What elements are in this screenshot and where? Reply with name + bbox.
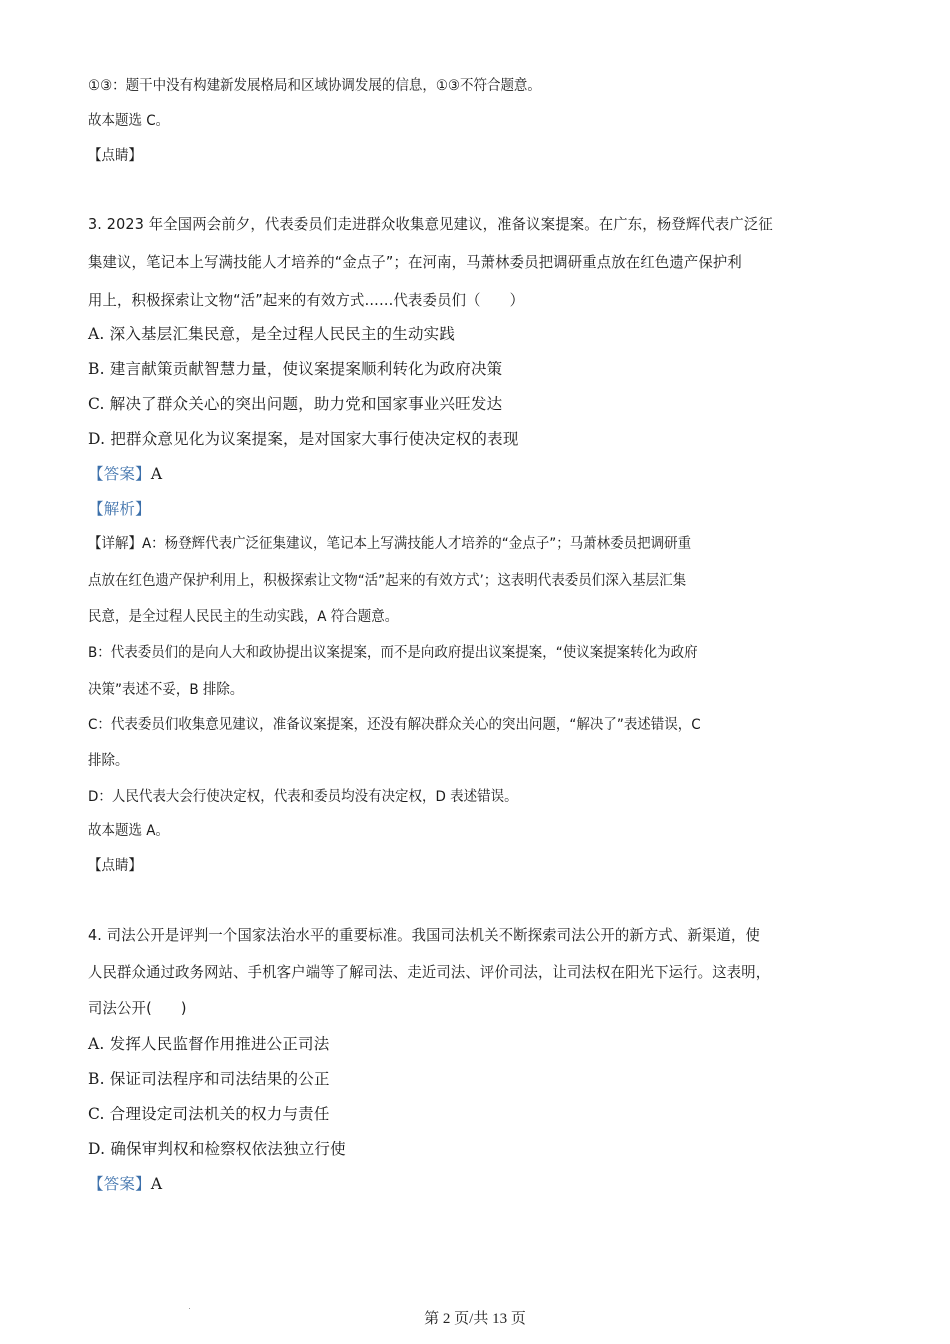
q3-option-a: A. 深入基层汇集民意，是全过程人民民主的生动实践 [88,325,456,343]
q3-dianjing-label: 【点睛】 [88,858,142,874]
q4-option-b: B. 保证司法程序和司法结果的公正 [88,1070,330,1088]
q3-detail-label: 【详解】 [88,536,142,552]
q3-stem-line-1: 3. 2023 年全国两会前夕，代表委员们走进群众收集意见建议，准备议案提案。在广东，杨登辉代表广泛征 [88,215,773,233]
q4-option-c: C. 合理设定司法机关的权力与责任 [88,1105,330,1123]
q3-detail-line-8: D：人民代表大会行使决定权，代表和委员均没有决定权，D 表述错误。 [88,789,518,805]
prev-conclusion: 故本题选 C。 [88,113,170,129]
q3-detail-line-6: C：代表委员们收集意见建议，准备议案提案，还没有解决群众关心的突出问题，“解决了”表述错误，C [88,717,701,733]
q4-answer-label: 【答案】 [88,1175,151,1193]
q4-option-d: D. 确保审判权和检察权依法独立行使 [88,1140,346,1158]
q3-detail-text-1: A：杨登辉代表广泛征集建议，笔记本上写满技能人才培养的“金点子”；马萧林委员把调研重 [141,536,692,552]
q3-conclusion: 故本题选 A。 [88,823,169,839]
q3-detail-line-1 [88,534,691,554]
q3-answer-row [88,464,162,484]
q4-option-a: A. 发挥人民监督作用推进公正司法 [88,1035,330,1053]
q3-stem-line-2: 集建议，笔记本上写满技能人才培养的“金点子”；在河南，马萧林委员把调研重点放在红色遗产保护利 [88,253,742,271]
q3-stem-line-3: 用上，积极探索让文物“活”起来的有效方式……代表委员们（ ） [88,291,525,309]
q3-detail-line-7: 排除。 [88,753,129,769]
q3-detail-line-5: 决策”表述不妥，B 排除。 [88,682,244,698]
q4-stem-line-2: 人民群众通过政务网站、手机客户端等了解司法、走近司法、评价司法，让司法权在阳光下运行。这表明， [88,963,771,981]
q3-option-c: C. 解决了群众关心的突出问题，助力党和国家事业兴旺发达 [88,395,503,413]
q3-detail-line-3: 民意，是全过程人民民主的生动实践，A 符合题意。 [88,609,399,625]
q3-option-b: B. 建言献策贡献智慧力量，使议案提案顺利转化为政府决策 [88,360,503,378]
page-indicator: 第 2 页/共 13 页 [424,1311,526,1327]
q3-answer-label: 【答案】 [88,465,151,483]
prev-dianjing-label: 【点睛】 [88,148,142,164]
q3-answer-value: A [150,465,163,483]
q4-stem-line-3: 司法公开( ) [88,999,187,1017]
q3-analysis-label: 【解析】 [88,500,151,518]
q4-stem-line-1: 4. 司法公开是评判一个国家法治水平的重要标准。我国司法机关不断探索司法公开的新方式、新渠道，使 [88,926,761,944]
prev-analysis-line: ①③：题干中没有构建新发展格局和区域协调发展的信息，①③不符合题意。 [88,78,541,94]
q3-detail-line-2: 点放在红色遗产保护利用上，积极探索让文物“活”起来的有效方式’；这表明代表委员们深入基层汇集 [88,573,687,589]
q4-answer-value: A [150,1175,163,1193]
q3-option-d: D. 把群众意见化为议案提案，是对国家大事行使决定权的表现 [88,430,519,448]
q3-detail-line-4: B：代表委员们的是向人大和政协提出议案提案，而不是向政府提出议案提案，“使议案提案转化为政府 [88,645,698,661]
q4-answer-row [88,1174,162,1194]
